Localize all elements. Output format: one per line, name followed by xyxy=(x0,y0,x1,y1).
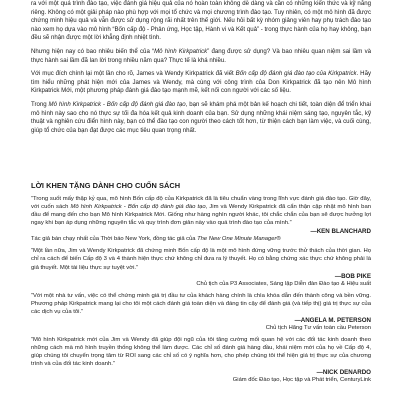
review-author-role: Chủ tịch của P3 Associates, Sáng lập Diễn đàn Đào tạo & Hiệu suất xyxy=(196,280,371,287)
intro-paragraph-1 xyxy=(31,0,371,43)
review-author: —KEN BLANCHARD xyxy=(310,228,371,236)
intro-paragraph-3-text-c: . Hãy tìm hiểu những phát hiện mới của James và Wendy, mà cùng với công trình của Don Kirkpatrick đã tạo nên Mô hình Kirkpatrick Mới, một phương pháp đánh giá đào tạo mạnh mẽ, kết nối con người với các số liệu. xyxy=(31,70,372,95)
intro-paragraph-2 xyxy=(31,48,371,65)
intro-paragraph-4-text-a: Trong xyxy=(31,100,49,108)
intro-paragraph-2-text-c: ” đang được sử dụng? Và bao nhiêu quan niệm sai lầm và thực hành sai lầm đã lan lời trong nhiều năm qua? Thực tế là khá nhiều. xyxy=(31,47,372,64)
review-author-role: Chủ tịch Hãng Tư vấn toàn cầu Peterson xyxy=(265,324,371,331)
review-author-role-text: Tác giả bán chạy nhất của Thời báo New York, đồng tác giả của xyxy=(31,236,198,243)
intro-paragraph-3 xyxy=(31,70,371,96)
review-peterson xyxy=(31,292,371,331)
review-quote-text-a: “Một lần nữa, Jim và Wendy Kirkpatrick đã chứng minh Bốn cấp độ là một mô hình đứng vững trước thử thách của thời gian. Họ chỉ ra cách để biến Cấp độ 3 và 4 thành hiện thực chứ không chỉ đưa ra lý thuyết. Họ có bằng chứng xác thực chứ không phải là giả thuyết. Một tài liệu thực sự tuyệt vời.” xyxy=(31,248,371,271)
review-quote-text-a: “Trong suốt mấy thập kỷ qua, mô hình Bốn cấp độ của Kirkpatrick đã là tiêu chuẩn vàng trong lĩnh vực đánh giá đào tạo. Giờ đây, với cuốn sách xyxy=(31,196,371,211)
review-quote-text-a: “Với một nhà tư vấn, việc có thể chứng minh giá trị đầu tư của khách hàng chính là chìa khóa dẫn đến thành công và bền vững. Phương pháp Kirkpatrick mang lại cho tôi một cách đánh giá toàn diện và đáng tin cậy để đánh giá (và tiếp thị) giá trị thực sự của các dịch vụ của tôi.” xyxy=(31,292,371,315)
praise-list xyxy=(31,195,371,383)
intro-paragraph-4-italic: Mô hình Kirkpatrick - Bốn cấp độ đánh giá đào tạo xyxy=(48,100,186,108)
review-quote-text-a: “Mô hình Kirkpatrick mới của Jim và Wendy đã giúp đội ngũ của tôi tăng cường mối quan hệ với các đối tác kinh doanh theo những cách mà mô hình truyền thống không thể làm được. Các chỉ số đánh giá hàng đầu, khái niệm mới của họ về Cấp độ 4, giúp chúng tôi chuyển trọng tâm từ ROI sang các chỉ số có ý nghĩa hơn, cho phép chúng tôi thể hiện giá trị thực sự của chương trình và của đối tác kinh doanh.” xyxy=(31,336,371,368)
review-quote xyxy=(31,336,371,368)
intro-paragraph-3-italic: Bốn cấp độ đánh giá đào tạo của Kirkpatrick xyxy=(235,70,357,78)
review-quote xyxy=(31,195,371,227)
review-quote-italic: Mô hình Kirkpatrick - Bốn cấp độ đánh giá đào tạo xyxy=(70,204,206,211)
review-author: —BOB PIKE xyxy=(334,272,371,280)
review-quote xyxy=(31,247,371,271)
book-description xyxy=(31,0,371,140)
review-author: —ANGELA M. PETERSON xyxy=(294,316,371,324)
review-author: —NICK DENARDO xyxy=(316,369,371,377)
intro-paragraph-2-text-a: Nhưng hiện nay có bao nhiêu biến thể của “ xyxy=(31,47,155,55)
review-quote xyxy=(31,292,371,316)
praise-heading: LỜI KHEN TẶNG DÀNH CHO CUỐN SÁCH xyxy=(31,181,181,190)
intro-paragraph-4 xyxy=(31,101,371,135)
intro-paragraph-3-text-a: Với mục đích chính lại một lần cho rõ, James và Wendy Kirkpatrick đã viết xyxy=(31,70,236,78)
intro-paragraph-1-text: ra với một quá trình đào tạo, việc đánh giá hiệu quả của nó hoàn toàn không dễ dàng và cần có những kiến thức và kỹ năng riêng. Không có một giải pháp nào phù hợp với mọi tổ chức và mọi chương trình đào tạo. Tuy nhiên, có một mô hình đã được chứng minh hiệu quả và vẫn được sử dụng rộng rãi nhất trên thế giới. Nếu hỏi bất kỳ nhóm giảng viên hay phụ trách đào tạo nào xem họ dựa vào mô hình “Bốn cấp độ - Phản ứng, Học tập, Hành vi và Kết quả” - trong thực hành của họ hay không, bạn đều sẽ nhận được một lời khẳng định nhiệt tình. xyxy=(31,0,371,42)
review-quote-text-c: , Jim và Wendy Kirkpatrick đã cẩn thận cập nhật mô hình ban đầu để mang đến cho bạn Mô hình Kirkpatrick Mới. Giống như hàng nghìn người khác, tôi chắc chắn của bạn sẽ được hưởng lợi ngay khi bạn áp dụng những nguyên tắc và quy trình đơn giản này vào quá trình đào tạo của mình.” xyxy=(31,204,371,227)
review-author-role-italic: The New One Minute Manager® xyxy=(197,236,281,243)
intro-paragraph-4-text-c: , bạn sẽ khám phá một bản kế hoạch chi tiết, toàn diện để triển khai mô hình này sao cho nó thực sự tối đa hóa kết quả kinh doanh của bạn. Sử dụng những khái niệm sáng tạo, nguyên tắc, kỹ thuật và nghiên cứu điển hình này, bạn có thể đào tạo con người theo cách tốt hơn, từ thiện cách bạn làm việc, và cuối cùng, giúp tổ chức của bạn đạt được các mục tiêu quan trọng nhất. xyxy=(31,100,371,134)
review-author-role: Giám đốc Đào tạo, Học tập và Phát triển, CenturyLink xyxy=(232,377,371,384)
review-pike xyxy=(31,247,371,286)
intro-paragraph-2-italic: Mô hình Kirkpatrick xyxy=(154,47,208,55)
review-denardo xyxy=(31,336,371,383)
review-blanchard xyxy=(31,195,371,242)
